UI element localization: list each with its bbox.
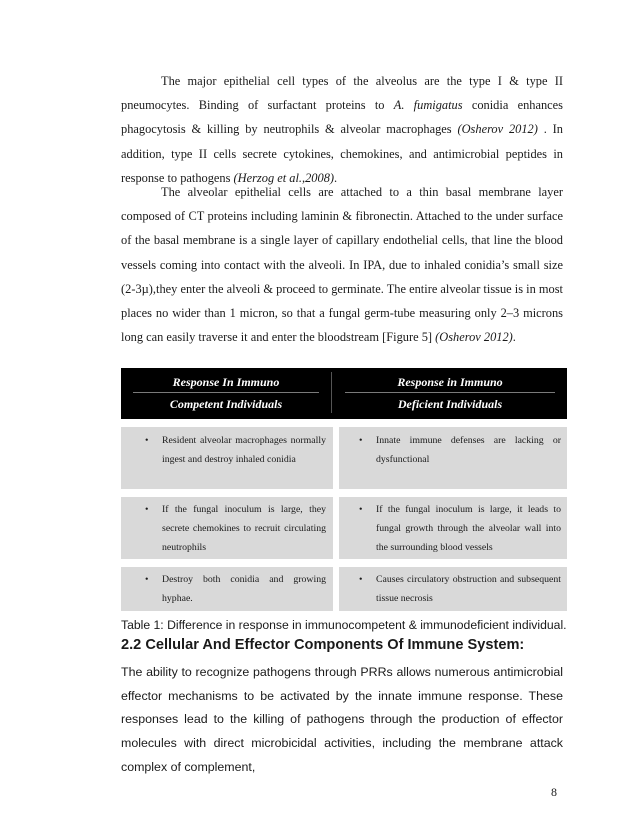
response-comparison-table: [121, 368, 567, 611]
table-row: [121, 559, 567, 611]
para1-text-c: . In addition, type II cells secrete cytokines, chemokines, and antimicrobial peptides in response to pathogens: [121, 122, 563, 185]
row1-competent: Resident alveolar macrophages normally ingest and destroy inhaled conidia: [162, 435, 326, 465]
para1-italic-a: A. fumigatus: [393, 98, 463, 113]
column-divider: [333, 427, 339, 489]
header-deficient-line1: Response in Immuno: [397, 375, 503, 389]
header-deficient: [333, 368, 567, 419]
page-number: 8: [551, 785, 557, 799]
para2-text-a: The alveolar epithelial cells are attached to a thin basal membrane layer composed of CT proteins including laminin & fibronectin. Attached to the under surface of the basal membrane is a single layer of capillary endothelial cells, that line the blood vessels coming into contact with the alveoli. In IPA, due to inhaled conidia’s small size (2-3µ),they enter the alveoli & proceed to germinate. The entire alveolar tissue is in most places no wider than 1 micron, so that a fungal germ-tube measuring only 2–3 microns long can easily traverse it and enter the bloodstream [Figure 5]: [121, 185, 563, 345]
column-divider: [333, 497, 339, 559]
row3-competent: Destroy both conidia and growing hyphae.: [162, 574, 326, 604]
para1-text-d: .: [334, 170, 338, 185]
bullet: •: [145, 574, 149, 585]
column-divider: [333, 567, 339, 611]
header-competent: [121, 368, 331, 419]
header-deficient-line2: Deficient Individuals: [397, 397, 503, 411]
row1-deficient: Innate immune defenses are lacking or dysfunctional: [376, 435, 561, 465]
section-heading: 2.2 Cellular And Effector Components Of Immune System:: [121, 637, 525, 653]
table-caption: Table 1: Difference in response in immunocompetent & immunodeficient individual.: [121, 618, 567, 632]
para1-text-b: conidia enhances phagocytosis & killing by neutrophils & alveolar macrophages: [121, 98, 563, 137]
bullet: •: [359, 574, 363, 585]
para1-citation-osherov: (Osherov 2012): [457, 122, 538, 137]
header-column-separator: [331, 372, 332, 413]
row3-deficient: Causes circulatory obstruction and subsequent tissue necrosis: [376, 574, 561, 604]
bullet: •: [359, 504, 363, 515]
para1-text-a: The major epithelial cell types of the alveolus are the type I & type II pneumocytes. Binding of surfactant proteins to: [121, 74, 563, 113]
header-divider: [345, 392, 555, 393]
table-row: [121, 489, 567, 559]
paragraph-epithelial: [121, 180, 563, 349]
header-competent-line1: Response In Immuno: [172, 375, 280, 389]
table-row: [121, 419, 567, 489]
bullet: •: [359, 435, 363, 446]
row2-competent: If the fungal inoculum is large, they secrete chemokines to recruit circulating neutrophils: [162, 504, 326, 553]
bullet: •: [145, 504, 149, 515]
para1-citation-herzog: (Herzog et al.,2008): [233, 170, 335, 185]
para2-text-b: .: [512, 330, 516, 345]
bullet: •: [145, 435, 149, 446]
table-header: [121, 368, 567, 419]
paragraph-alveolus: [121, 69, 563, 190]
row2-deficient: If the fungal inoculum is large, it leads to fungal growth through the alveolar wall into the surrounding blood vessels: [376, 504, 561, 553]
paragraph-effector: The ability to recognize pathogens through PRRs allows numerous antimicrobial effector mechanisms to be activated by the innate immune response. These responses lead to the killing of pathogens through the production of effector molecules with direct microbicidal activities, including the membrane attack complex of complement,: [121, 665, 563, 774]
header-divider: [133, 392, 319, 393]
para2-citation-osherov: (Osherov 2012): [435, 330, 513, 345]
header-competent-line2: Competent Individuals: [169, 397, 283, 411]
